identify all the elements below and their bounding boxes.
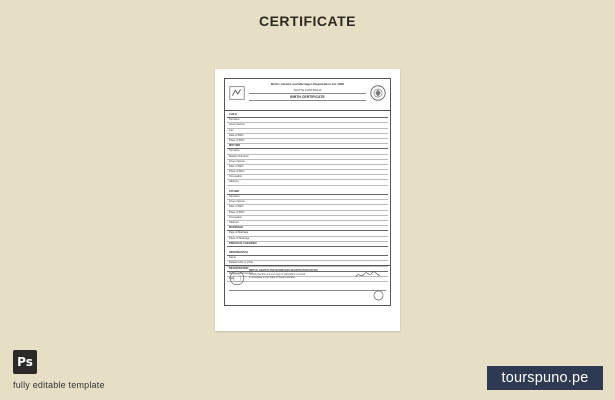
field-label: MOTHER <box>229 144 241 148</box>
certificate-header-text <box>249 81 366 101</box>
header-line-state: SOUTH AUSTRALIA <box>293 88 322 92</box>
field-label: Occupation <box>229 215 243 219</box>
field-label: Surname <box>229 195 240 198</box>
field-label: Date <box>229 277 235 280</box>
field-label: Surname <box>229 118 240 122</box>
field-label: Occupation <box>229 175 243 179</box>
field-label: INFORMANT(S) <box>229 251 249 255</box>
field-label: Surname <box>229 149 240 153</box>
template-caption: fully editable template <box>13 380 105 390</box>
certificate-header <box>225 79 390 111</box>
field-label: Given Names <box>229 123 245 127</box>
certificate-fields <box>227 113 388 282</box>
field-label: MARRIAGE <box>229 226 244 230</box>
field-label: Place of Marriage <box>229 236 250 240</box>
field-label: Sex <box>229 128 234 132</box>
field-label: Date of Birth <box>229 164 244 168</box>
field-label: Given Names <box>229 200 245 204</box>
field-label: Address <box>229 180 239 184</box>
field-label: Registration Number <box>229 271 253 275</box>
official-stamp-icon <box>373 290 384 301</box>
field-label: Place of Birth <box>229 138 245 142</box>
brand-badge[interactable]: tourspuno.pe <box>487 366 603 390</box>
field-label: CHILD <box>229 113 237 116</box>
field-label: PREVIOUS CHILDREN <box>229 241 257 245</box>
footer-certification-text <box>249 269 349 280</box>
certificate-frame <box>224 78 391 306</box>
certificate-footer <box>225 265 390 305</box>
signature-icon <box>354 270 382 280</box>
field-label: Maiden Surname <box>229 154 249 158</box>
field-label: Address <box>229 220 239 224</box>
field-label: Name <box>229 256 236 260</box>
footer-divider <box>229 290 386 291</box>
field-label: Date of Marriage <box>229 231 249 235</box>
field-label: Date of Birth <box>229 205 244 209</box>
header-line-title: BIRTH CERTIFICATE <box>249 93 366 101</box>
field-label: REGISTRATION <box>229 266 249 270</box>
certificate-preview <box>215 69 400 331</box>
field-label: Place of Birth <box>229 170 245 174</box>
footer-line: BIRTHS, DEATHS AND MARRIAGES REGISTRATION OFFICE <box>249 269 318 272</box>
field-label: Given Names <box>229 159 245 163</box>
footer-line: I certify that this is a true copy of particulars recorded <box>249 272 306 276</box>
government-logo-icon <box>228 84 246 102</box>
registry-seal-icon <box>229 270 245 286</box>
field-label: Relationship to Child <box>229 261 253 265</box>
coat-of-arms-icon <box>369 84 387 102</box>
photoshop-icon: Ps <box>13 350 37 374</box>
header-line-act: Births, Deaths and Marriages Registration Act 1996 <box>271 82 344 86</box>
page-title: CERTIFICATE <box>258 13 356 29</box>
footer-line: in a Register in the State of South Australia <box>249 276 295 280</box>
field-label: Place of Birth <box>229 210 245 214</box>
field-label: FATHER <box>229 189 240 193</box>
field-label: Date of Birth <box>229 133 244 137</box>
